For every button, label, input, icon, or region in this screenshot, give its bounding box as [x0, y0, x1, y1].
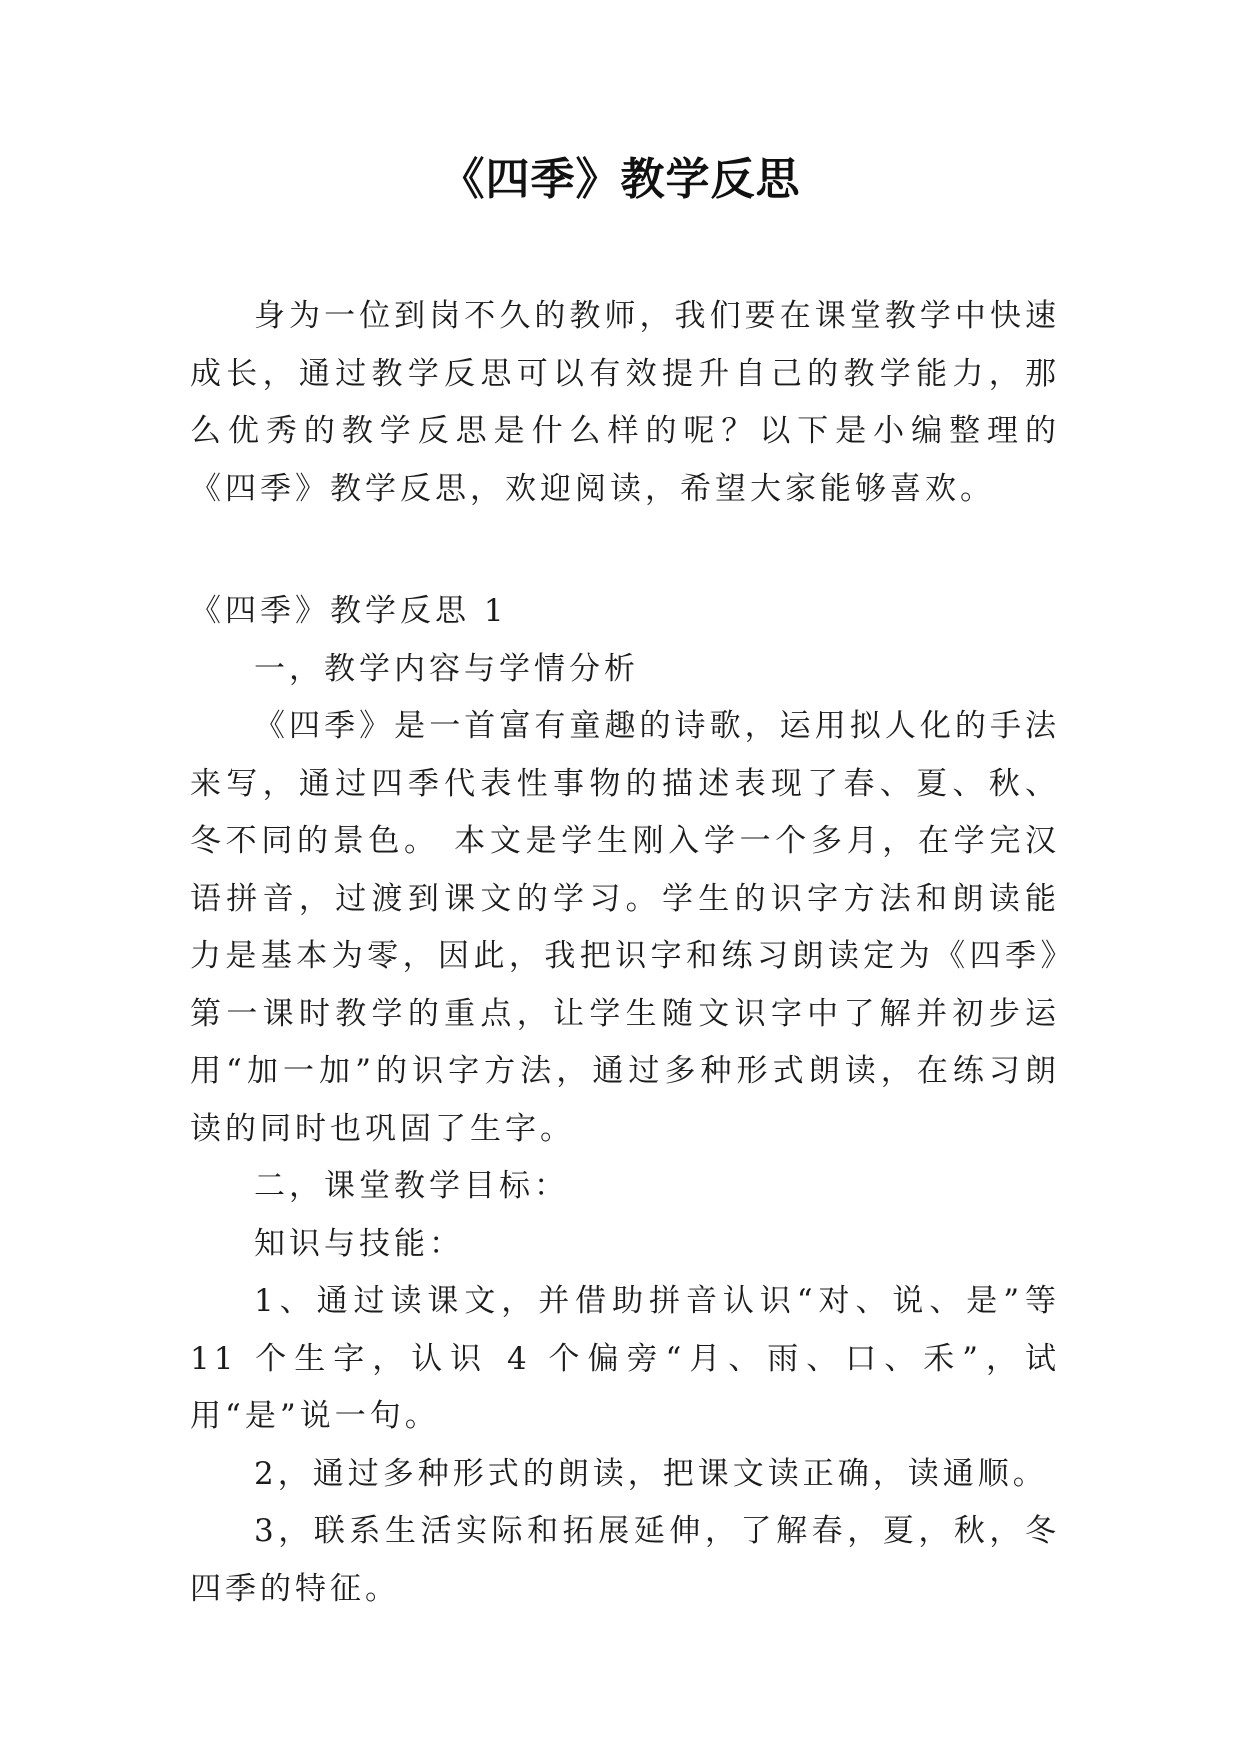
- objective-item-3: 3，联系生活实际和拓展延伸，了解春，夏，秋，冬四季的特征。: [190, 1513, 1060, 1607]
- intro-paragraph: 身为一位到岗不久的教师，我们要在课堂教学中快速成长，通过教学反思可以有效提升自己的教学能力，那么优秀的教学反思是什么样的呢？以下是小编整理的《四季》教学反思，欢迎阅读，希望大家能够喜欢。: [190, 298, 1060, 507]
- intro-section: [190, 288, 1060, 518]
- objective-item-2: 2，通过多种形式的朗读，把课文读正确，读通顺。: [254, 1455, 1048, 1492]
- subheading-knowledge-skills: 知识与技能：: [254, 1225, 464, 1262]
- objective-item-1: 1、通过读课文，并借助拼音认识“对、说、是”等 11 个生字，认识 4 个偏旁“月、雨、口、禾”，试用“是”说一句。: [190, 1283, 1060, 1434]
- reflection-section: [190, 583, 1060, 1618]
- subheading-analysis: 一，教学内容与学情分析: [254, 650, 639, 687]
- subheading-objectives: 二，课堂教学目标：: [254, 1168, 569, 1204]
- section-heading: 《四季》教学反思 1: [190, 593, 508, 629]
- document-title: 《四季》教学反思: [440, 154, 801, 205]
- analysis-paragraph: 《四季》是一首富有童趣的诗歌，运用拟人化的手法来写，通过四季代表性事物的描述表现了春、夏、秋、冬不同的景色。 本文是学生刚入学一个多月，在学完汉语拼音，过渡到课文的学习。学生的识字方法和朗读能力是基本为零，因此，我把识字和练习朗读定为《四季》第一课时教学的重点，让学生随文识字中了解并初步运用“加一加”的识字方法，通过多种形式朗读，在练习朗读的同时也巩固了生字。: [190, 708, 1060, 1147]
